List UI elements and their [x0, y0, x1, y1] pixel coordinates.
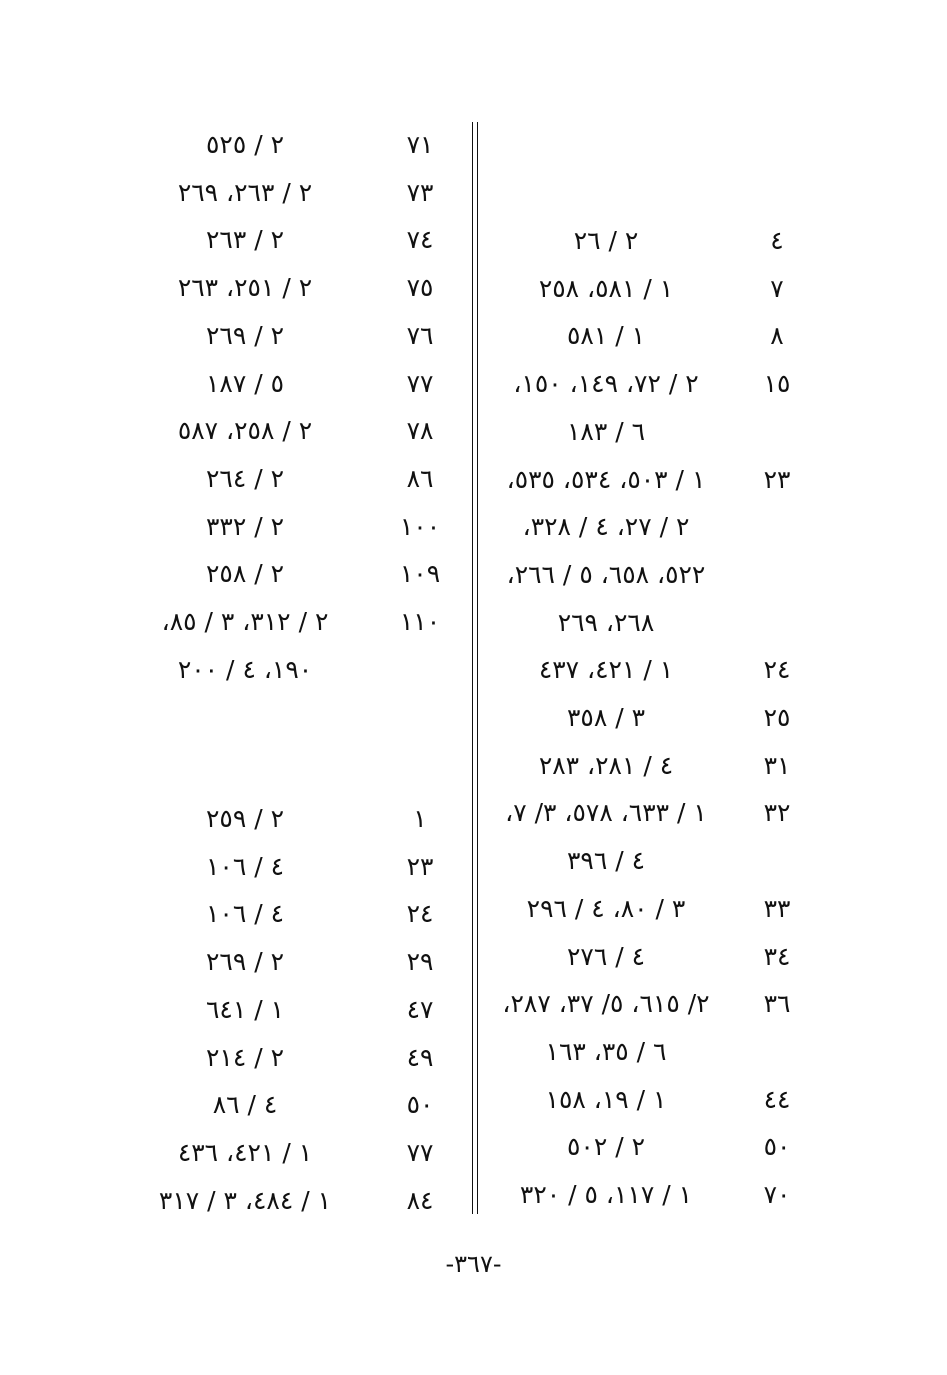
ayah-number: ٧: [770, 273, 784, 303]
page-reference: ١٩٠، ٤ / ٢٠٠: [177, 654, 313, 684]
ayah-number: ٣٤: [763, 941, 791, 971]
page-reference: ٢ / ٢٥٨، ٥٨٧: [177, 416, 313, 446]
page-reference: ٣ / ٣٥٨: [566, 703, 646, 732]
page-reference: ١ / ٤٢١، ٤٣٦: [177, 1137, 313, 1167]
page-reference: ٢ / ٢٦٤: [205, 463, 285, 493]
column-divider: [472, 122, 473, 1214]
ayah-number: ٧٧: [406, 1137, 434, 1167]
page-reference: ٢ / ٢٦٩: [205, 947, 285, 977]
page-reference: ٢ / ٢٥٩: [205, 804, 285, 833]
page-reference: ٤ / ١٠٦: [205, 851, 285, 881]
ayah-number: ٧٥: [406, 273, 434, 303]
page-reference: ٦ / ٣٥، ١٦٣: [545, 1036, 667, 1066]
page-reference: ٢ / ٥٢٥: [205, 130, 285, 159]
page-reference: ٢ / ٢٥٨: [205, 559, 285, 589]
page-reference: ١ / ٦٤١: [205, 994, 285, 1024]
ayah-number: ٧٤: [406, 225, 434, 255]
ayah-number: ١٥: [763, 369, 791, 399]
ayah-number: ٧٨: [406, 416, 434, 446]
ayah-number: ٢٤: [763, 655, 791, 685]
page-reference: ٢ / ٢٦٣، ٢٦٩: [177, 177, 313, 207]
ayah-number: ٢٩: [406, 947, 434, 977]
page-reference: ٤ / ٣٩٦: [566, 846, 646, 876]
page-reference: ١ / ٥٨١: [566, 321, 646, 351]
ayah-number: ٥٠: [763, 1132, 791, 1162]
column-divider: [477, 122, 478, 1214]
ayah-number: ٨: [770, 321, 784, 351]
page-reference: ٥٢٢، ٦٥٨، ٥ / ٢٦٦،: [506, 559, 706, 589]
page-reference: ٢ / ٢٦٣: [205, 225, 285, 255]
ayah-number: ٧٣: [406, 177, 434, 207]
page-reference: ١ / ٥٨١، ٢٥٨: [538, 273, 674, 303]
ayah-number: ١٠٩: [399, 559, 441, 589]
ayah-number: ٢٣: [763, 464, 791, 494]
page-reference: ١ / ٦٣٣، ٥٧٨، ٣/ ٧،: [505, 798, 707, 828]
ayah-number: ١٠٠: [399, 511, 441, 541]
ayah-number: ٣٣: [763, 893, 791, 923]
page-reference: ٢ / ٢٦٩: [205, 320, 285, 350]
page-reference: ١ / ٤٨٤، ٣ / ٣١٧: [158, 1185, 332, 1215]
ayah-number: ٧٦: [406, 320, 434, 350]
page-reference: ٢ / ٥٠٢: [566, 1132, 646, 1162]
page-reference: ٤ / ٢٧٦: [566, 941, 646, 971]
page-reference: ٢ / ٣٣٢: [205, 511, 285, 541]
ayah-number: ٢٣: [406, 851, 434, 881]
ayah-number: ٤٧: [406, 994, 434, 1024]
page-reference: ٢ / ٢٥١، ٢٦٣: [177, 273, 313, 303]
page-reference: ١ / ٤٢١، ٤٣٧: [538, 655, 674, 685]
ayah-number: ٣٢: [763, 798, 791, 828]
page-reference: ٥ / ١٨٧: [205, 368, 285, 398]
ayah-number: ٤٩: [406, 1042, 434, 1072]
ayah-number: ٣١: [763, 750, 791, 780]
ayah-number: ٧٠: [763, 1180, 791, 1209]
page-reference: ٤ / ١٠٦: [205, 899, 285, 929]
ayah-number: ٨٤: [406, 1185, 434, 1215]
page-reference: ٢ / ٢٦: [573, 226, 639, 255]
page-reference: ١ / ١٩، ١٥٨: [545, 1084, 667, 1114]
ayah-number: ٢٥: [763, 703, 791, 732]
page-reference: ٢٦٨، ٢٦٩: [557, 607, 655, 637]
ayah-number: ١١٠: [399, 607, 441, 636]
ayah-number: ٤: [770, 226, 784, 255]
ayah-number: ٣٦: [763, 989, 791, 1019]
ayah-number: ٨٦: [406, 463, 434, 493]
page-reference: ٢ / ٣١٢، ٣ / ٨٥،: [161, 607, 329, 636]
page-reference: ٢ / ٢١٤: [205, 1042, 285, 1072]
page-reference: ٣ / ٨٠، ٤ / ٢٩٦: [526, 893, 686, 923]
ayah-number: ٥٠: [406, 1090, 434, 1120]
page-reference: ٤ / ٢٨١، ٢٨٣: [538, 750, 674, 780]
page-number: -٣٦٧-: [445, 1250, 502, 1278]
page-reference: ٢ / ٧٢، ١٤٩، ١٥٠،: [513, 369, 699, 399]
page-reference: ٦ / ١٨٣: [566, 416, 646, 446]
ayah-number: ٧١: [406, 130, 434, 159]
ayah-number: ١: [413, 804, 427, 833]
page-reference: ١ / ١١٧، ٥ / ٣٢٠: [519, 1180, 693, 1209]
ayah-number: ٤٤: [763, 1084, 791, 1114]
page-reference: ١ / ٥٠٣، ٥٣٤، ٥٣٥،: [506, 464, 706, 494]
page-reference: ٢ / ٢٧، ٤ / ٣٢٨،: [522, 512, 690, 542]
ayah-number: ٧٧: [406, 368, 434, 398]
page-reference: ٤ / ٨٦: [212, 1090, 278, 1120]
ayah-number: ٢٤: [406, 899, 434, 929]
page-reference: ٢/ ٦١٥، ٥/ ٣٧، ٢٨٧،: [502, 989, 710, 1019]
